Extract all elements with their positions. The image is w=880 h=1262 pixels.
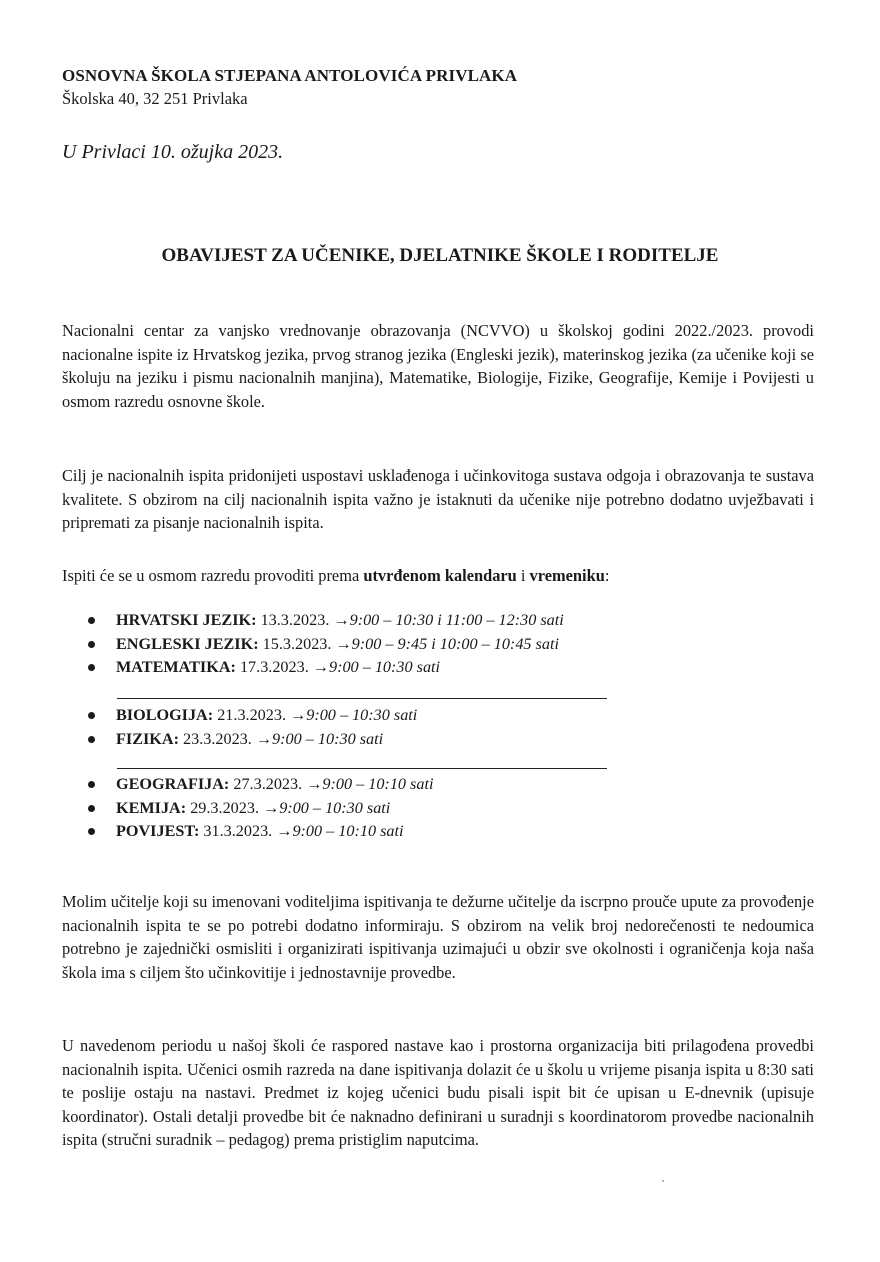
bullet-icon bbox=[88, 828, 95, 835]
exam-date: 15.3.2023. bbox=[258, 634, 336, 653]
bullet-icon bbox=[88, 781, 95, 788]
bullet-icon bbox=[88, 664, 95, 671]
schedule-intro-colon: : bbox=[604, 566, 610, 585]
exam-time: →9:00 – 10:30 sati bbox=[312, 658, 441, 676]
exam-time: →9:00 – 10:10 sati bbox=[276, 822, 404, 840]
organization-paragraph: U navedenom periodu u našoj školi će raspored nastave kao i prostorna organizacija biti prilagođena provedbi nacionalnih ispita. Učenici osmih razreda na dane ispitivanja dolazit će u školu u vrijeme pisanja ispita u 8:30 sati te poslije ostaju na nastavi. Predmet iz kojeg učenici budu pisali ispit bit će upisan u E-dnevnik (upisuje koordinator). Ostali detalji provedbe bit će naknadno definirani u suradnji s koordinatorom provedbe nacionalnih ispita (stručni suradnik – pedagog) prema pristiglim naputcima. bbox=[62, 1036, 814, 1149]
exam-subject: FIZIKA: bbox=[116, 729, 179, 748]
bullet-icon bbox=[88, 641, 95, 648]
list-item bbox=[88, 633, 564, 657]
schedule-intro-text: Ispiti će se u osmom razredu provoditi prema bbox=[62, 566, 364, 585]
exam-subject: ENGLESKI JEZIK: bbox=[116, 634, 259, 653]
list-item bbox=[88, 609, 564, 633]
bullet-icon bbox=[88, 736, 95, 743]
bullet-icon bbox=[88, 712, 95, 719]
list-item bbox=[88, 797, 433, 821]
schedule-intro-timetable: vremeniku bbox=[529, 566, 605, 585]
bullet-icon bbox=[88, 617, 95, 624]
exam-list-group-2 bbox=[88, 704, 417, 751]
exam-subject: BIOLOGIJA: bbox=[116, 706, 214, 724]
date-line: U Privlaci 10. ožujka 2023. bbox=[62, 141, 284, 163]
exam-date: 23.3.2023. bbox=[178, 729, 256, 748]
list-item bbox=[88, 820, 433, 844]
schedule-intro-joiner: i bbox=[516, 566, 530, 585]
exam-date: 29.3.2023. bbox=[186, 798, 264, 817]
list-item bbox=[88, 704, 417, 728]
exam-date: 21.3.2023. bbox=[213, 706, 291, 724]
list-item bbox=[88, 656, 564, 680]
school-address: Školska 40, 32 251 Privlaka bbox=[62, 89, 248, 108]
exam-list-group-3 bbox=[88, 773, 433, 844]
exam-subject: HRVATSKI JEZIK: bbox=[116, 611, 257, 629]
exam-time: →9:00 – 10:30 sati bbox=[255, 729, 384, 748]
exam-subject: KEMIJA: bbox=[116, 798, 187, 817]
teachers-paragraph: Molim učitelje koji su imenovani voditeljima ispitivanja te dežurne učitelje da iscrpno prouče upute za provođenje nacionalnih ispita te se po potrebi dodatno informiraju. S obzirom na velik broj nedorečenosti te nedoumica potrebno je zajednički osmisliti i organizirati ispitivanja uzimajući u obzir sve okolnosti i ograničenja koja naša škola ima s ciljem što učinkovitije i jednostavnije provedbe. bbox=[62, 892, 814, 982]
scan-dot bbox=[662, 1180, 664, 1182]
exam-time: →9:00 – 9:45 i 10:00 – 10:45 sati bbox=[335, 634, 559, 653]
intro-paragraph: Nacionalni centar za vanjsko vrednovanje obrazovanja (NCVVO) u školskoj godini 2022./2023. provodi nacionalne ispite iz Hrvatskog jezika, prvog stranog jezika (Engleski jezik), materinskog jezika (za učenike koji se školuju na jeziku i pismu nacionalnih manjina), Matematike, Biologije, Fizike, Geografije, Kemije i Povijesti u osmom razredu osnovne škole. bbox=[62, 321, 814, 411]
exam-time: →9:00 – 10:10 sati bbox=[306, 775, 434, 793]
list-item bbox=[88, 728, 417, 752]
school-name: OSNOVNA ŠKOLA STJEPANA ANTOLOVIĆA PRIVLAKA bbox=[62, 66, 518, 85]
exam-time: →9:00 – 10:30 sati bbox=[263, 798, 391, 817]
goal-paragraph: Cilj je nacionalnih ispita pridonijeti uspostavi usklađenoga i učinkovitoga sustava odgoja i obrazovanja te sustava kvalitete. S obzirom na cilj nacionalnih ispita važno je istaknuti da učenike nije potrebno dodatno uvježbavati i pripremati za pisanje nacionalnih ispita. bbox=[62, 466, 814, 532]
exam-subject: MATEMATIKA: bbox=[116, 658, 236, 676]
exam-subject: POVIJEST: bbox=[116, 822, 200, 840]
divider-line bbox=[117, 768, 607, 769]
schedule-intro-paragraph bbox=[62, 564, 814, 588]
exam-date: 31.3.2023. bbox=[199, 822, 277, 840]
list-item bbox=[88, 773, 433, 797]
bullet-icon bbox=[88, 805, 95, 812]
exam-subject: GEOGRAFIJA: bbox=[116, 775, 230, 793]
exam-date: 17.3.2023. bbox=[235, 658, 313, 676]
exam-time: →9:00 – 10:30 i 11:00 – 12:30 sati bbox=[333, 611, 564, 629]
exam-time: →9:00 – 10:30 sati bbox=[290, 706, 418, 724]
exam-list-group-1 bbox=[88, 609, 564, 680]
notice-title: OBAVIJEST ZA UČENIKE, DJELATNIKE ŠKOLE I RODITELJE bbox=[161, 245, 719, 266]
schedule-intro-calendar: utvrđenom kalendaru bbox=[363, 566, 517, 585]
exam-date: 13.3.2023. bbox=[256, 611, 334, 629]
exam-date: 27.3.2023. bbox=[229, 775, 307, 793]
divider-line bbox=[117, 698, 607, 699]
